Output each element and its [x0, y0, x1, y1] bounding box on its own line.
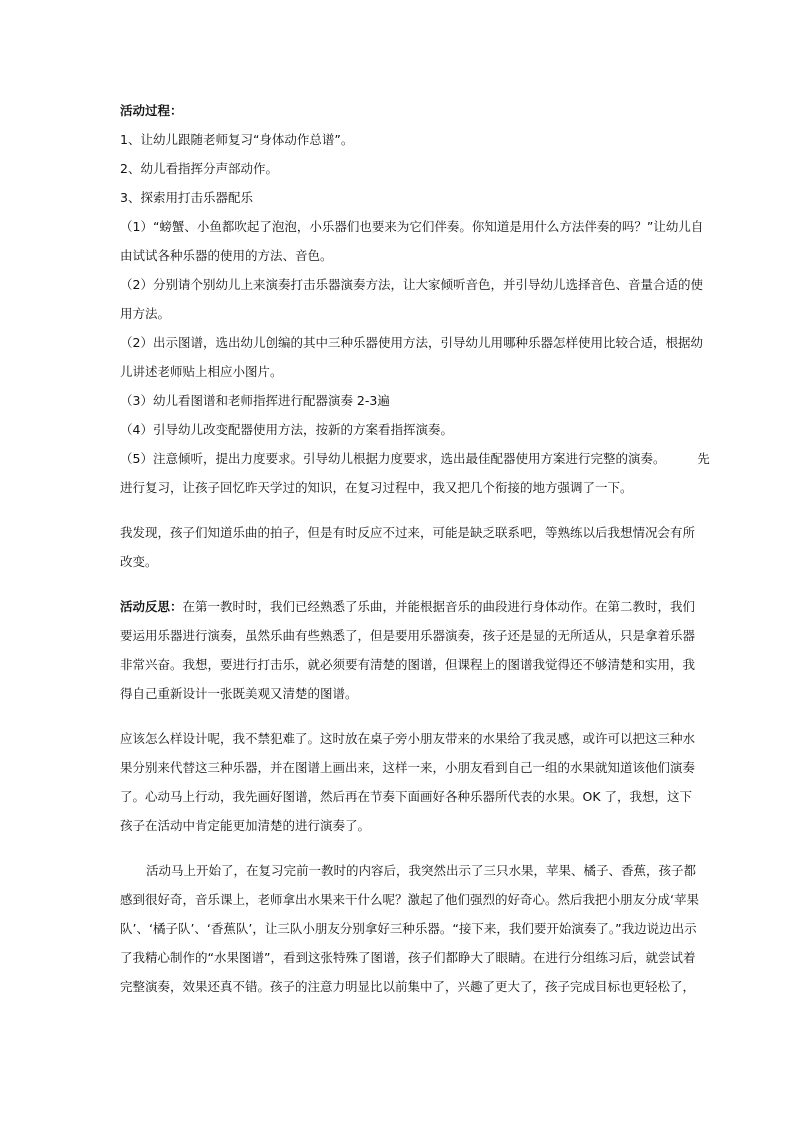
found-paragraph-line-1: 我发现，孩子们知道乐曲的拍子，但是有时反应不过来，可能是缺乏联系吧，等熟练以后我想情况会有所 [120, 525, 696, 540]
sub-step-6-line-1: （5）注意倾听，提出力度要求。引导幼儿根据力度要求，选出最佳配器使用方案进行完整的演奏。 先 [120, 451, 710, 466]
design-paragraph-line-2: 果分别来代替这三种乐器，并在图谱上画出来，这样一来，小朋友看到自己一组的水果就知道该他们演奏 [120, 760, 696, 775]
sub-step-3-line-2: 儿讲述老师贴上相应小图片。 [120, 364, 283, 379]
found-paragraph-line-2: 改变。 [120, 554, 158, 569]
process-heading: 活动过程： [120, 103, 183, 118]
step-3: 3、探索用打击乐器配乐 [120, 190, 253, 205]
sub-step-6-line-2: 进行复习，让孩子回忆昨天学过的知识，在复习过程中，我又把几个衔接的地方强调了一下。 [120, 480, 633, 495]
design-paragraph-line-3: 了。心动马上行动，我先画好图谱，然后再在节奏下面画好各种乐器所代表的水果。OK 了，我想，这下 [120, 789, 693, 804]
start-paragraph-line-2: 感到很好奇，音乐课上，老师拿出水果来干什么呢？激起了他们强烈的好奇心。然后我把小朋友分成‘苹果 [120, 892, 699, 907]
sub-step-2-line-2: 用方法。 [120, 306, 171, 321]
sub-step-1-line-1: （1）“螃蟹、小鱼都吹起了泡泡，小乐器们也要来为它们伴奏。你知道是用什么方法伴奏的吗？”让幼儿自 [120, 219, 704, 234]
start-paragraph-line-3: 队’、‘橘子队’、‘香蕉队’，让三队小朋友分别拿好三种乐器。“接下来，我们要开始演奏了。”我边说边出示 [120, 921, 697, 936]
step-2: 2、幼儿看指挥分声部动作。 [120, 161, 278, 176]
design-paragraph-line-1: 应该怎么样设计呢，我不禁犯难了。这时放在桌子旁小朋友带来的水果给了我灵感，或许可以把这三种水 [120, 731, 696, 746]
step-1: 1、让幼儿跟随老师复习“身体动作总谱”。 [120, 132, 354, 147]
document-page [120, 96, 710, 1001]
sub-step-1-line-2: 由试试各种乐器的使用的方法、音色。 [120, 248, 333, 263]
sub-step-2-line-1: （2）分别请个别幼儿上来演奏打击乐器演奏方法，让大家倾听音色，并引导幼儿选择音色、音量合适的使 [120, 277, 703, 292]
design-paragraph-line-4: 孩子在活动中肯定能更加清楚的进行演奏了。 [120, 818, 371, 833]
reflection-line-1 [120, 592, 696, 621]
reflection-line-2: 要运用乐器进行演奏，虽然乐曲有些熟悉了，但是要用乐器演奏，孩子还是显的无所适从，只是拿着乐器 [120, 628, 696, 643]
reflection-label: 活动反思： [120, 599, 183, 614]
reflection-line-3: 非常兴奋。我想，要进行打击乐，就必须要有清楚的图谱，但课程上的图谱我觉得还不够清楚和实用，我 [120, 657, 696, 672]
start-paragraph-line-1: 活动马上开始了，在复习完前一教时的内容后，我突然出示了三只水果，苹果、橘子、香蕉，孩子都 [146, 863, 697, 878]
sub-step-4: （3）幼儿看图谱和老师指挥进行配器演奏 2-3遍 [120, 393, 390, 408]
sub-step-3-line-1: （2）出示图谱，选出幼儿创编的其中三种乐器使用方法，引导幼儿用哪种乐器怎样使用比较合适，根据幼 [120, 335, 703, 350]
start-paragraph-line-4: 了我精心制作的“水果图谱”，看到这张特殊了图谱，孩子们都睁大了眼睛。在进行分组练习后，就尝试着 [120, 950, 696, 965]
start-paragraph-line-5: 完整演奏，效果还真不错。孩子的注意力明显比以前集中了，兴趣了更大了，孩子完成目标也更轻松了， [120, 979, 696, 994]
sub-step-5: （4）引导幼儿改变配器使用方法，按新的方案看指挥演奏。 [120, 422, 453, 437]
reflection-line-4: 得自己重新设计一张既美观又清楚的图谱。 [120, 686, 358, 701]
reflection-text: 在第一教时时，我们已经熟悉了乐曲，并能根据音乐的曲段进行身体动作。在第二教时，我们 [182, 599, 696, 614]
